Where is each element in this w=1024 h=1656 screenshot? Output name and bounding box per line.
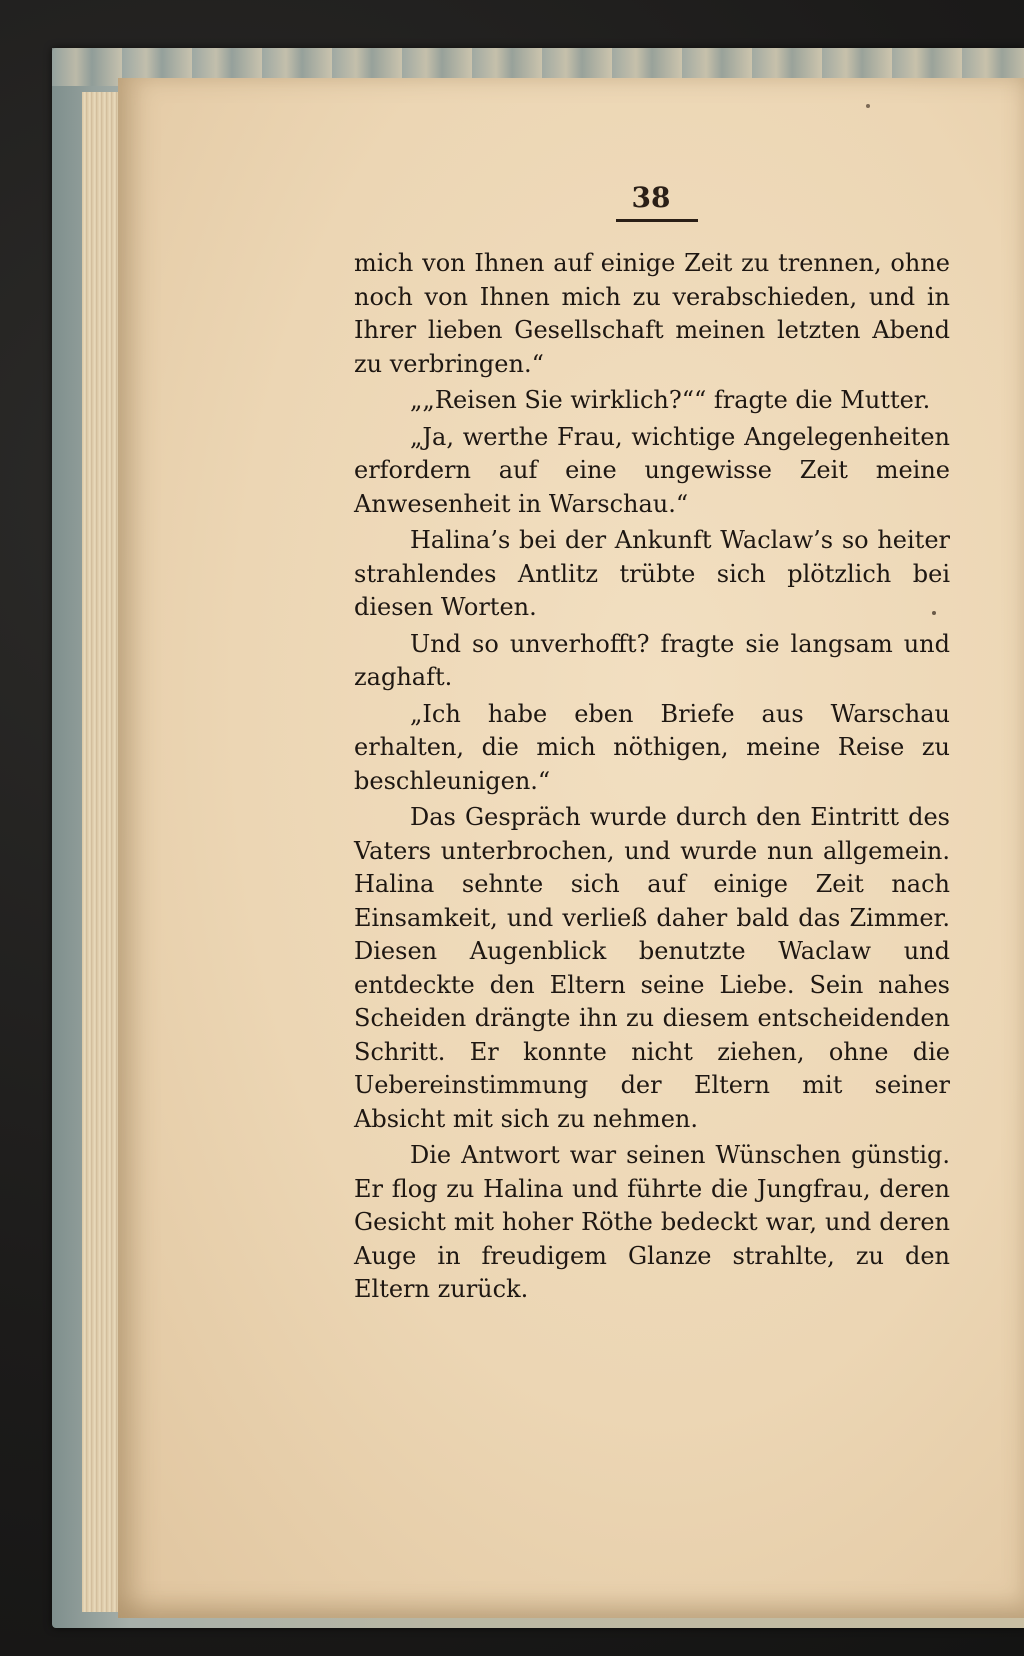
paragraph-8: Die Antwort war seinen Wünschen günstig. Er flog zu Halina und führte die Jungfrau, deren Gesicht mit hoher Röthe bedeckt war, und deren Auge in freudigem Glanze strahlte, zu den Eltern zurück. <box>354 1141 950 1303</box>
paragraph-2: „„Reisen Sie wirklich?““ fragte die Mutter. <box>410 386 931 414</box>
paragraph-6: „Ich habe eben Briefe aus Warschau erhalten, die mich nöthigen, meine Reise zu beschleunigen.“ <box>354 699 950 795</box>
page-stack-edge <box>82 92 122 1612</box>
paper-speck <box>866 104 870 108</box>
page-number: 38 <box>631 181 671 214</box>
paragraph-1: mich von Ihnen auf einige Zeit zu trennen, ohne noch von Ihnen mich zu verabschieden, und in Ihrer lieben Gesellschaft meinen letzten Abend zu verbringen.“ <box>354 249 950 378</box>
paragraph-7: Das Gespräch wurde durch den Eintritt des Vaters unterbrochen, und wurde nun allgemein. Halina sehnte sich auf einige Zeit nach Einsamkeit, und verließ daher bald das Zimmer. Diesen Augenblick benutzte Waclaw und entdeckte den Eltern seine Liebe. Sein nahes Scheiden drängte ihn zu diesem entscheidenden Schritt. Er konnte nicht ziehen, ohne die Uebereinstimmung der Eltern mit seiner Absicht mit sich zu nehmen. <box>354 803 950 1133</box>
body-text <box>354 247 950 1310</box>
paragraph-5: Und so unverhofft? fragte sie langsam und zaghaft. <box>354 629 950 691</box>
paragraph-3: „Ja, werthe Frau, wichtige Angelegenheiten erfordern auf eine ungewisse Zeit meine Anwesenheit in Warschau.“ <box>354 422 950 518</box>
paragraph-4: Halina’s bei der Ankunft Waclaw’s so heiter strahlendes Antlitz trübte sich plötzlich bei diesen Worten. <box>354 526 950 621</box>
page-number-rule <box>616 219 698 222</box>
